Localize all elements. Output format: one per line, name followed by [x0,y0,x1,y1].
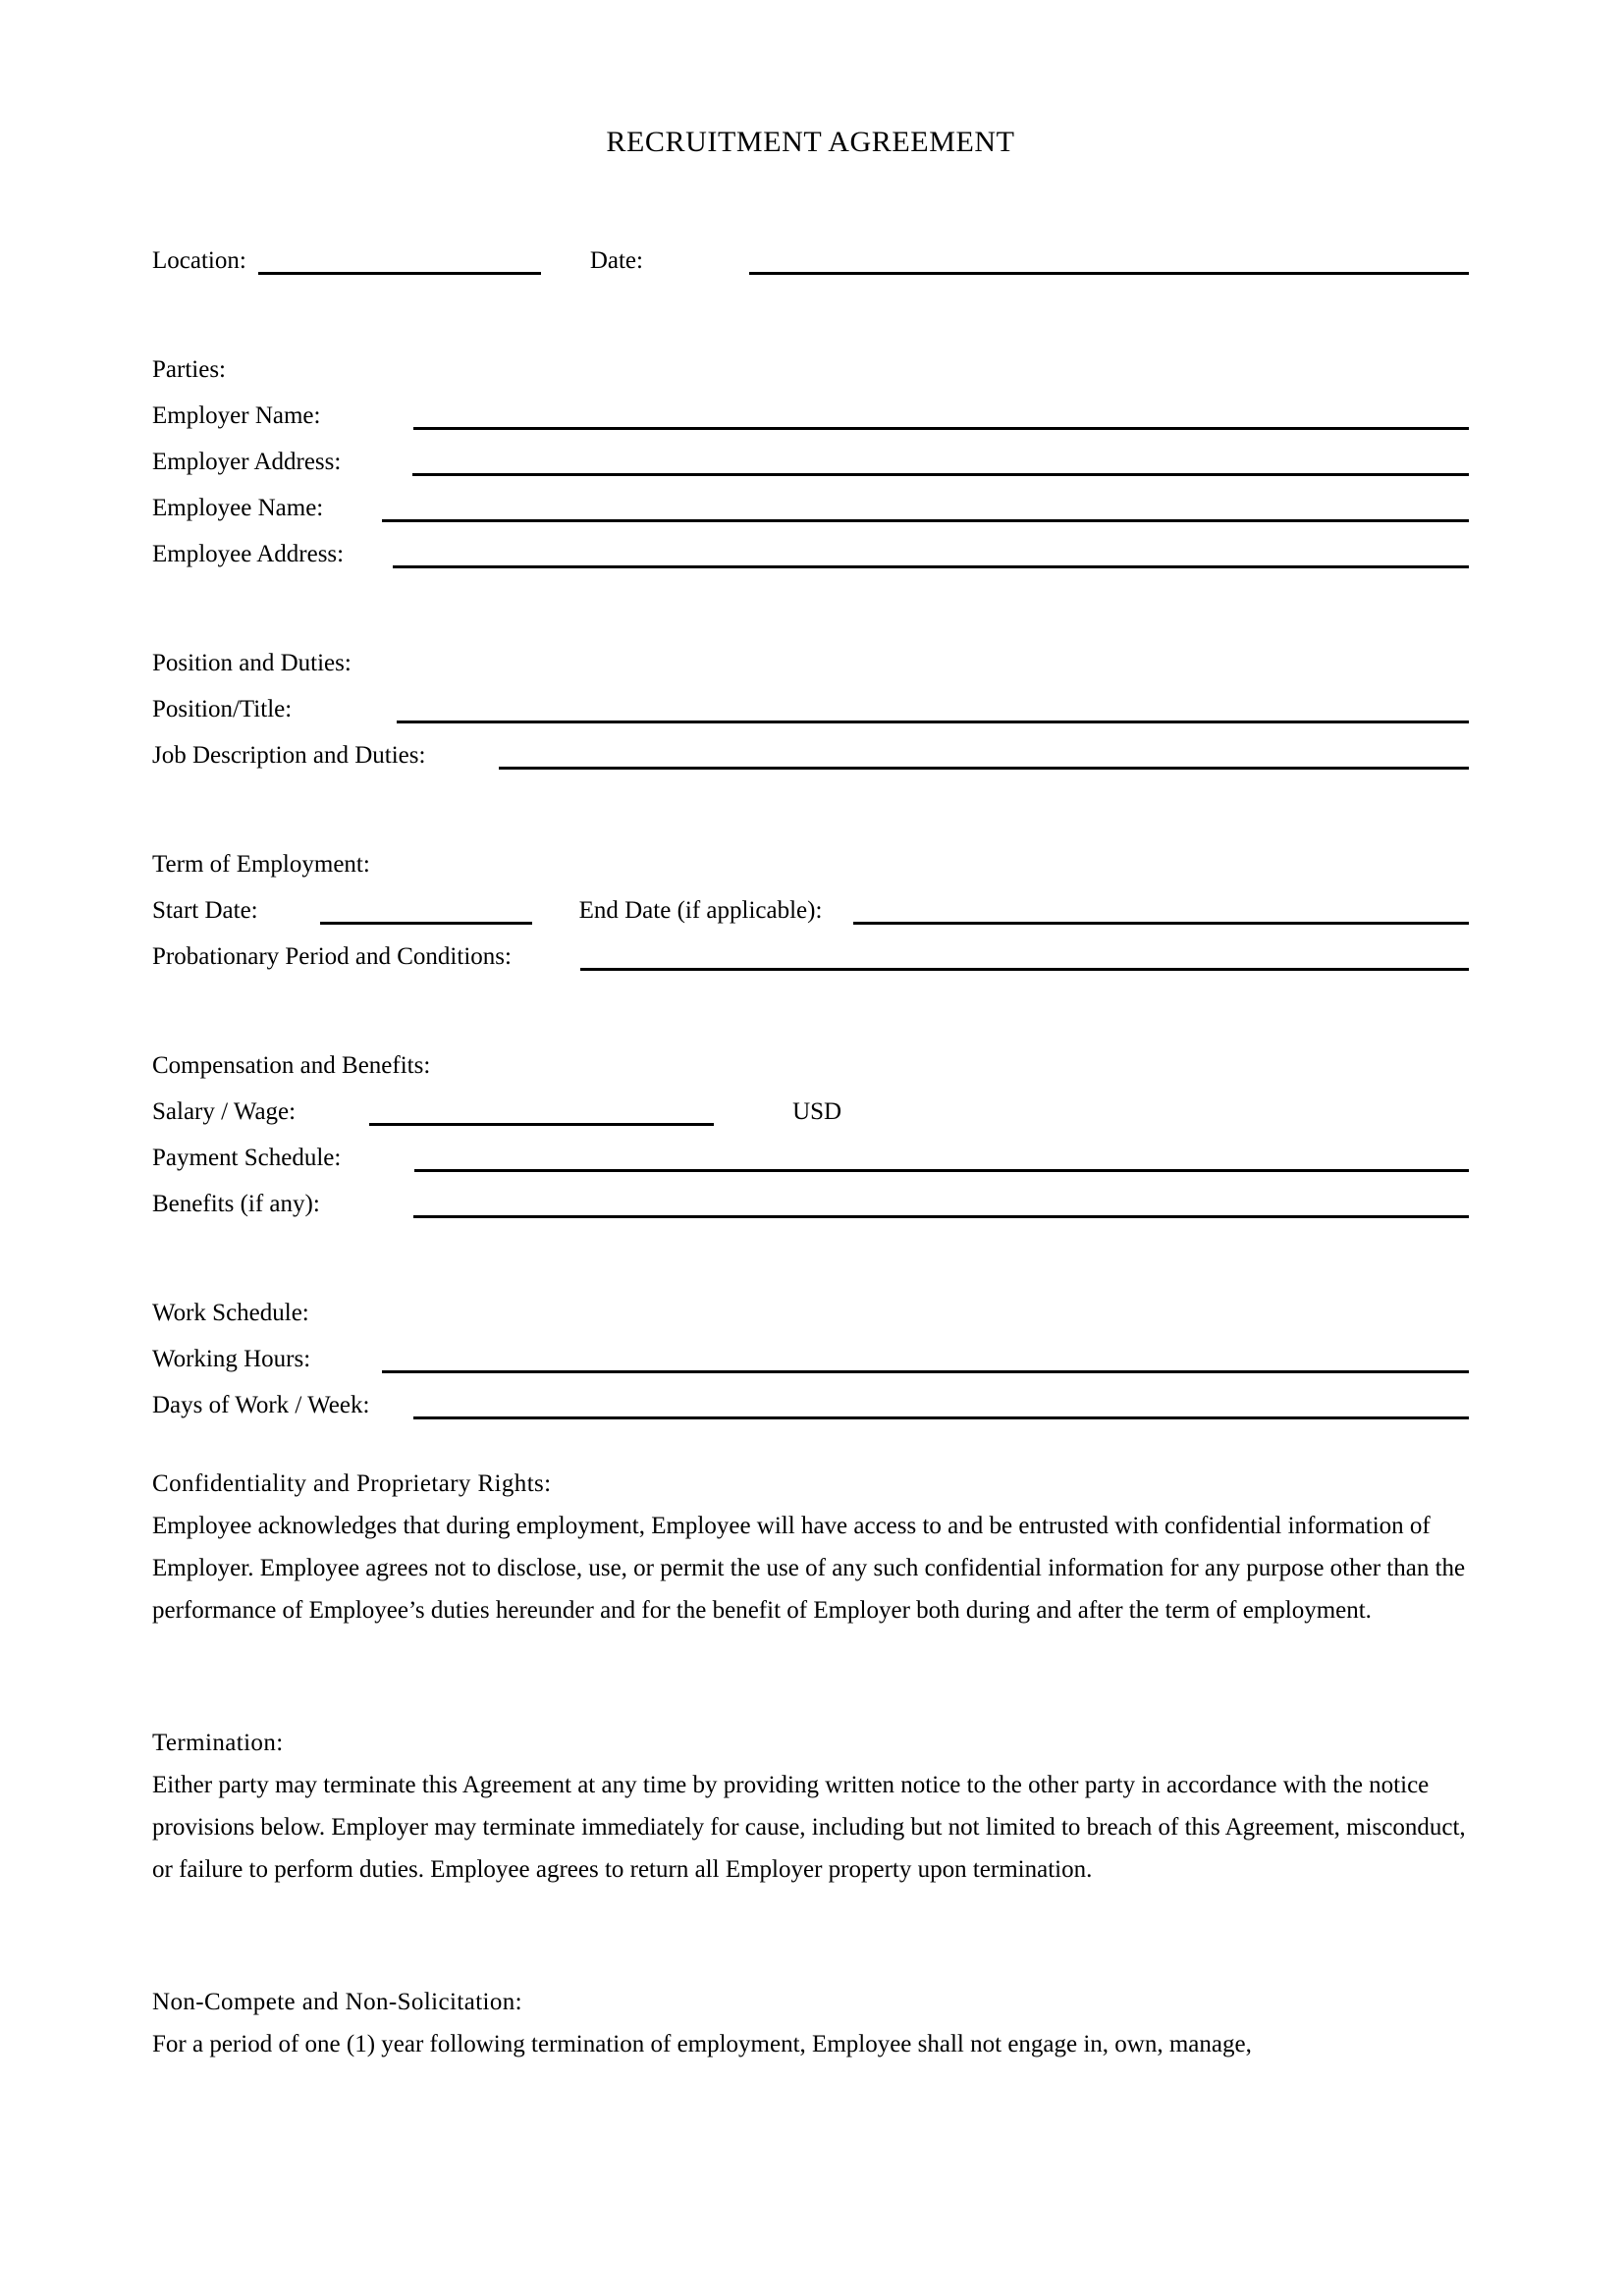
field-employee-name [152,480,1469,526]
job-description-label: Job Description and Duties: [152,742,426,769]
end-date-input-rule[interactable] [853,922,1469,925]
spacer [152,1891,1469,1981]
spacer [152,279,1469,336]
date-input-rule[interactable] [749,272,1469,275]
spacer [152,1631,1469,1722]
field-payment-schedule [152,1130,1469,1176]
benefits-input-rule[interactable] [413,1215,1469,1218]
field-probationary-period [152,929,1469,975]
position-title-label: Position/Title: [152,696,293,722]
clause-body-non-compete: For a period of one (1) year following termination of employment, Employee shall not engage in, own, manage, [152,2031,1252,2057]
payment-schedule-label: Payment Schedule: [152,1145,342,1171]
spacer [152,1423,1469,1463]
employer-name-label: Employer Name: [152,402,321,429]
field-position-title [152,681,1469,727]
field-employee-address [152,526,1469,572]
field-days-of-work [152,1377,1469,1423]
employer-address-input-rule[interactable] [412,473,1469,476]
date-label: Date: [589,247,643,274]
document-body [152,0,1469,2065]
section-heading-compensation-and-benefits: Compensation and Benefits: [152,1052,431,1079]
spacer [152,1222,1469,1279]
working-hours-label: Working Hours: [152,1346,311,1372]
field-job-description [152,727,1469,774]
benefits-label: Benefits (if any): [152,1191,320,1217]
salary-wage-label: Salary / Wage: [152,1098,297,1125]
probationary-period-label: Probationary Period and Conditions: [152,943,512,970]
days-of-work-input-rule[interactable] [413,1416,1469,1419]
section-heading-work-schedule: Work Schedule: [152,1300,309,1326]
field-working-hours [152,1331,1469,1377]
days-of-work-label: Days of Work / Week: [152,1392,370,1418]
salary-wage-input-rule[interactable] [369,1123,714,1126]
employer-name-input-rule[interactable] [413,427,1469,430]
payment-schedule-input-rule[interactable] [414,1169,1469,1172]
start-date-input-rule[interactable] [320,922,532,925]
location-input-rule[interactable] [258,272,541,275]
field-benefits [152,1176,1469,1222]
employee-name-input-rule[interactable] [382,519,1469,522]
clause-body-termination: Either party may terminate this Agreement at any time by providing written notice to the other party in accordance with the notice provisions below. Employer may terminate immediately for cause, including but not limited to breach of this Agreement, misconduct, or failure to perform duties. Employee agrees to return all Employer property upon termination. [152,1772,1466,1883]
field-employer-address [152,434,1469,480]
clause-heading-non-compete: Non-Compete and Non-Solicitation: [152,1989,523,2015]
section-heading-parties: Parties: [152,356,226,383]
spacer [152,158,1469,233]
section-heading-position-and-duties: Position and Duties: [152,650,352,676]
employee-name-label: Employee Name: [152,495,324,521]
employer-address-label: Employer Address: [152,449,342,475]
employee-address-label: Employee Address: [152,541,345,567]
field-start-end-date [152,882,1469,929]
page-title: RECRUITMENT AGREEMENT [606,126,1015,158]
position-title-input-rule[interactable] [397,721,1469,723]
job-description-input-rule[interactable] [499,767,1469,770]
location-label: Location: [152,247,246,274]
clause-heading-confidentiality: Confidentiality and Proprietary Rights: [152,1470,552,1497]
field-employer-name [152,388,1469,434]
salary-currency-unit: USD [792,1098,842,1125]
employee-address-input-rule[interactable] [393,565,1469,568]
clause-body-confidentiality: Employee acknowledges that during employment, Employee will have access to and be entrusted with confidential information of Employer. Employee agrees not to disclose, use, or permit the use of any such confidential information for any purpose other than the performance of Employee’s duties hereunder and for the benefit of Employer both during and after the term of employment. [152,1513,1466,1624]
spacer [152,975,1469,1032]
spacer [152,774,1469,830]
clause-heading-termination: Termination: [152,1730,284,1756]
spacer [152,572,1469,629]
start-date-label: Start Date: [152,897,258,924]
field-salary-wage [152,1084,1469,1130]
working-hours-input-rule[interactable] [382,1370,1469,1373]
probationary-period-input-rule[interactable] [580,968,1469,971]
section-heading-term-of-employment: Term of Employment: [152,851,370,878]
header-fields-row [152,233,1469,279]
end-date-label: End Date (if applicable): [578,897,823,924]
